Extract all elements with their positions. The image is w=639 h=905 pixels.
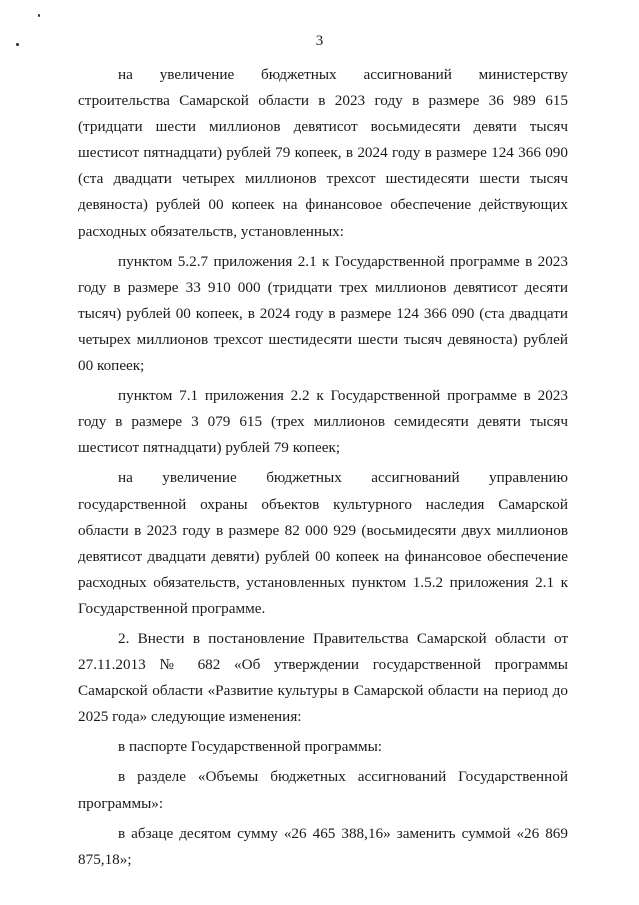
paragraph-item-5-2-7: пунктом 5.2.7 приложения 2.1 к Государственной программе в 2023 году в размере 33 910 000 (тридцати трех миллионов девятисот десяти тысяч) рублей 00 копеек, в 2024 году в размере 124 366 090 (ста двадцати четырех миллионов трехсот шестидесяти шести тысяч девяноста) рублей 00 копеек; (78, 252, 568, 375)
paragraph-ministry-construction: на увеличение бюджетных ассигнований министерству строительства Самарской области в 2023 году в размере 36 989 615 (тридцати шести миллионов девятисот восьмидесяти девяти тысяч шестисот пятнадцати) рублей 79 копеек, в 2024 году в размере 124 366 090 (ста двадцати четырех миллионов трехсот шестидесяти шести тысяч девяноста) рублей 00 копеек на финансовое обеспечение действующих расходных обязательств, установленных: (78, 66, 568, 240)
page-number: 3 (315, 33, 324, 49)
paragraph-passport: в паспорте Государственной программы: (118, 738, 383, 756)
document-body (78, 62, 568, 873)
scan-speck (38, 14, 40, 17)
paragraph-section-volumes: в разделе «Объемы бюджетных ассигнований Государственной программы»: (78, 768, 568, 812)
paragraph-heritage-protection: на увеличение бюджетных ассигнований управлению государственной охраны объектов культурного наследия Самарской области в 2023 году в размере 82 000 929 (восьмидесяти двух миллионов девятисот двадцати девяти) рублей 00 копеек на финансовое обеспечение расходных обязательств, установленных пунктом 1.5.2 приложения 2.1 к Государственной программе. (78, 469, 568, 617)
paragraph-amendments: 2. Внести в постановление Правительства Самарской области от 27.11.2013 № 682 «Об утверждении государственной программы Самарской области «Развитие культуры в Самарской области на период до 2025 года» следующие изменения: (78, 629, 568, 726)
paragraph-tenth-clause: в абзаце десятом сумму «26 465 388,16» заменить суммой «26 869 875,18»; (78, 824, 568, 868)
paragraph-item-7-1: пунктом 7.1 приложения 2.2 к Государственной программе в 2023 году в размере 3 079 615 (трех миллионов семидесяти девяти тысяч шестисот пятнадцати) рублей 79 копеек; (78, 387, 568, 457)
